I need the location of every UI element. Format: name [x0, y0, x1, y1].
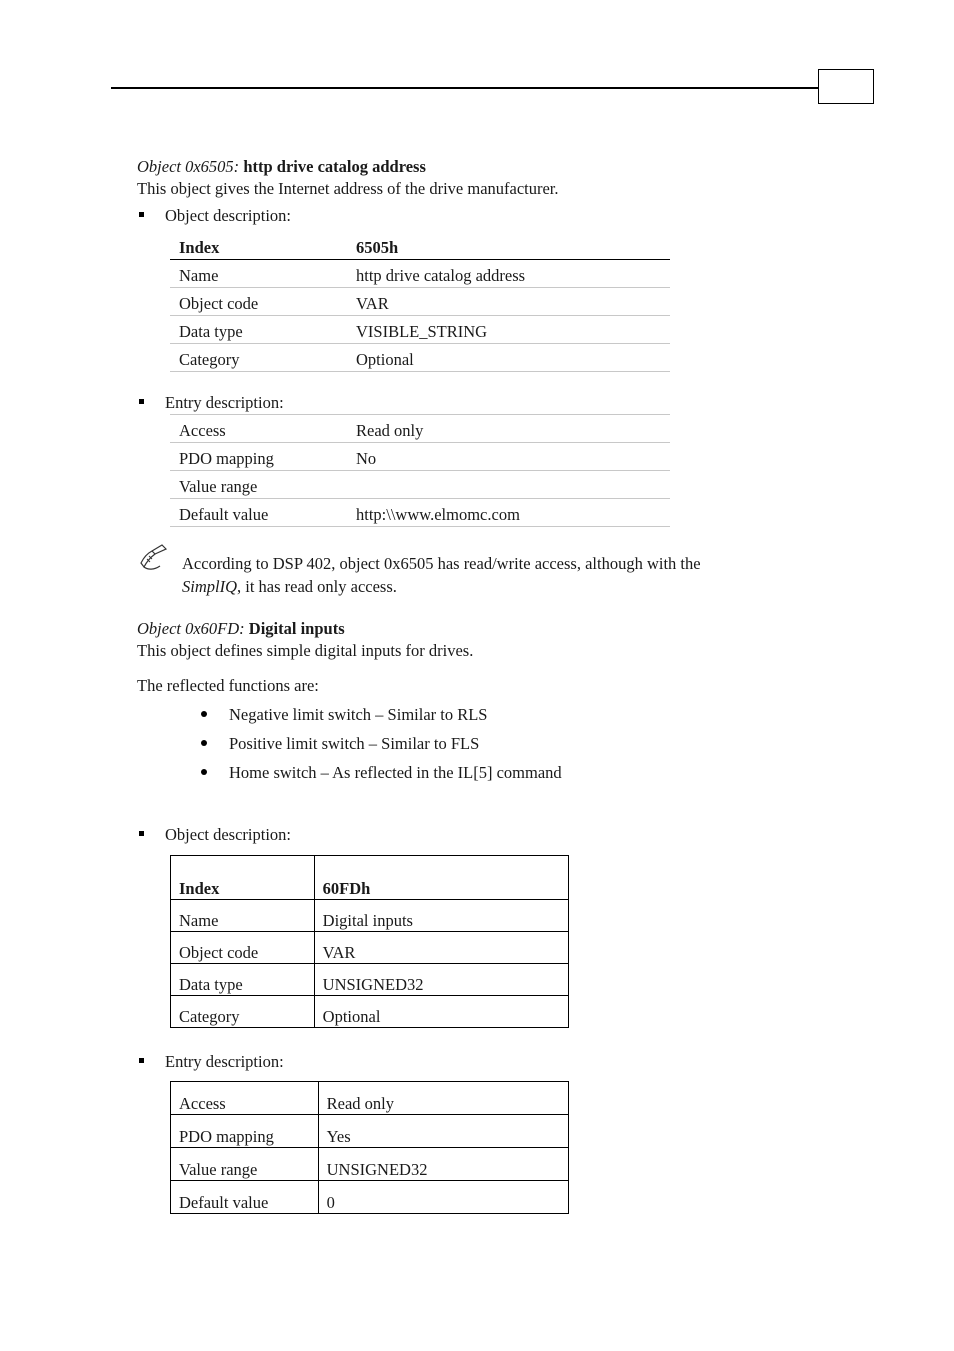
bullet-dot-icon — [201, 769, 207, 775]
table-row: Object code VAR — [171, 932, 569, 964]
note-line-1: According to DSP 402, object 0x6505 has read/write access, although with the — [182, 554, 701, 573]
table-row: Object code VAR — [170, 288, 670, 316]
obj2-heading-title: Digital inputs — [248, 619, 345, 638]
table-row: Access Read only — [171, 1082, 569, 1115]
table-row: Category Optional — [171, 996, 569, 1028]
note-line-2: SimplIQ, it has read only access. — [182, 577, 397, 596]
table-row: Name Digital inputs — [171, 900, 569, 932]
obj2-entry-table — [170, 1081, 569, 1214]
obj1-entry-table — [170, 414, 670, 527]
list-item: Home switch – As reflected in the IL[5] command — [229, 763, 562, 782]
obj1-object-description-label: Object description: — [165, 206, 292, 225]
bullet-square-icon — [139, 831, 144, 836]
obj2-intro: This object defines simple digital inputs for drives. — [137, 641, 474, 660]
list-item: Positive limit switch – Similar to FLS — [229, 734, 480, 753]
obj2-heading-index: Object 0x60FD: — [137, 619, 245, 638]
obj1-object-table — [170, 232, 670, 372]
table-row: Category Optional — [170, 344, 670, 372]
obj1-intro: This object gives the Internet address of the drive manufacturer. — [137, 179, 559, 198]
table-row: PDO mapping Yes — [171, 1115, 569, 1148]
table-row: Default value http:\\www.elmomc.com — [170, 499, 670, 527]
bullet-dot-icon — [201, 711, 207, 717]
bullet-square-icon — [139, 1058, 144, 1063]
obj2-heading — [137, 619, 345, 639]
obj1-heading-title: http drive catalog address — [243, 157, 426, 176]
table-row: Index 60FDh — [171, 856, 569, 900]
table-row: Value range — [170, 471, 670, 499]
obj1-note — [182, 554, 802, 597]
table-row: Data type VISIBLE_STRING — [170, 316, 670, 344]
note-pen-icon — [138, 543, 170, 573]
obj1-heading — [137, 157, 426, 177]
table-row: Default value 0 — [171, 1181, 569, 1214]
table-row: Value range UNSIGNED32 — [171, 1148, 569, 1181]
header-rule — [111, 87, 819, 89]
table-row: PDO mapping No — [170, 443, 670, 471]
table-row: Access Read only — [170, 415, 670, 443]
obj2-object-table — [170, 855, 569, 1028]
obj2-entry-description-label: Entry description: — [165, 1052, 284, 1071]
bullet-square-icon — [139, 399, 144, 404]
table-row: Index 6505h — [170, 232, 670, 260]
bullet-square-icon — [139, 212, 144, 217]
table-row: Data type UNSIGNED32 — [171, 964, 569, 996]
obj1-heading-index: Object 0x6505: — [137, 157, 240, 176]
table-row: Name http drive catalog address — [170, 260, 670, 288]
obj1-entry-description-label: Entry description: — [165, 393, 284, 412]
obj2-object-description-label: Object description: — [165, 825, 292, 844]
bullet-dot-icon — [201, 740, 207, 746]
page-number-box — [818, 69, 874, 104]
obj2-functions-label: The reflected functions are: — [137, 676, 319, 695]
list-item: Negative limit switch – Similar to RLS — [229, 705, 488, 724]
